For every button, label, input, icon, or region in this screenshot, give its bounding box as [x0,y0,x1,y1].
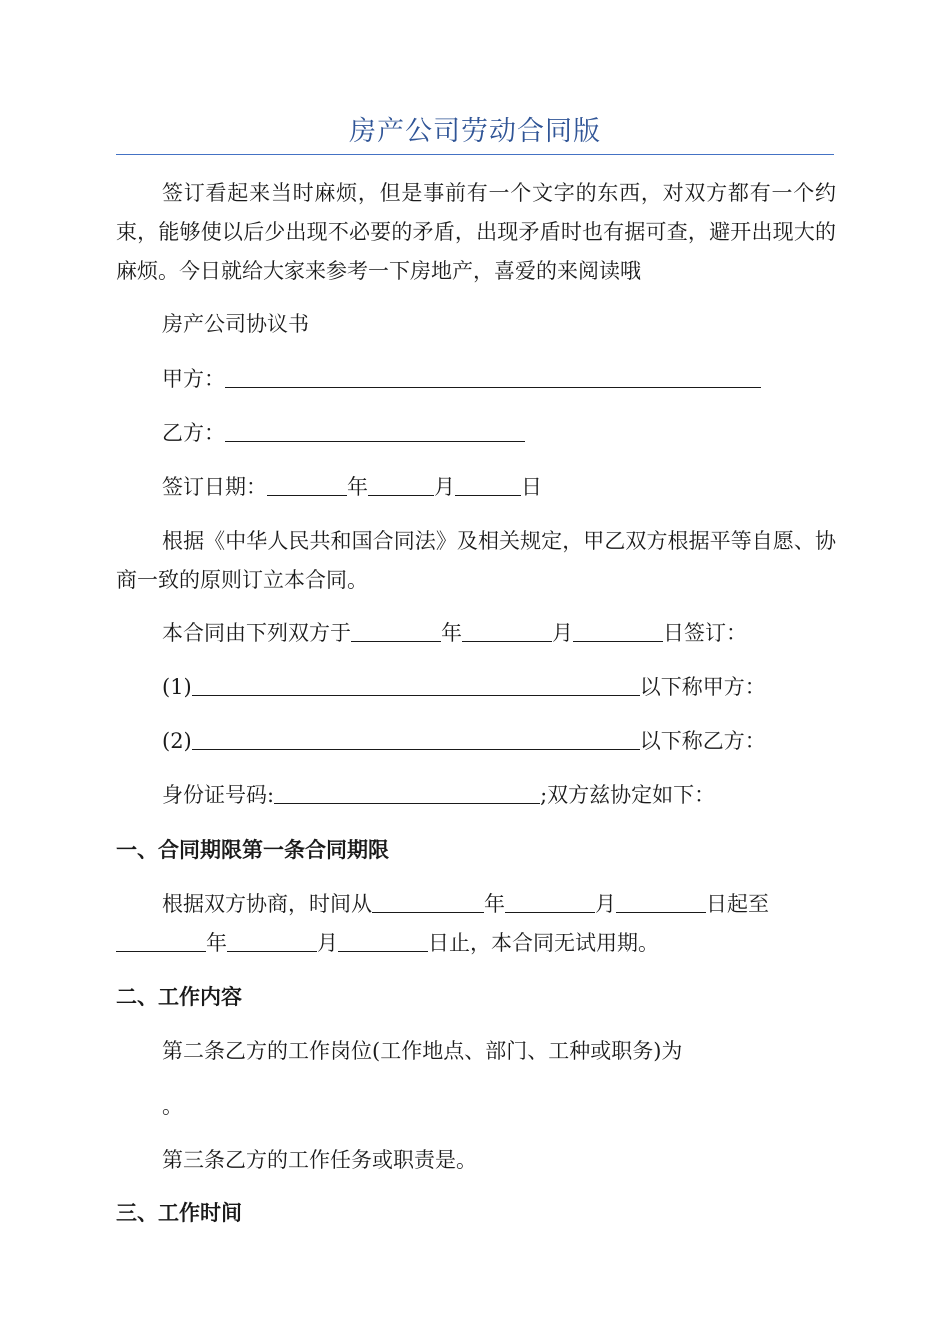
term-end-month-label: 月 [317,931,338,955]
party-b-label: 乙方： [162,421,225,445]
id-number-label: 身份证号码: [162,783,275,807]
article-2-text: 第二条乙方的工作岗位(工作地点、部门、工种或职务)为 [162,1039,683,1063]
signing-month-blank[interactable] [462,617,552,642]
signing-line [162,614,747,653]
signing-prefix: 本合同由下列双方于 [162,621,351,645]
term-start-year-label: 年 [484,892,505,916]
party-b-line [162,414,525,453]
signing-month-label: 月 [552,621,573,645]
sign-date-year-blank[interactable] [267,471,347,496]
term-start-suffix: 日起至 [706,892,769,916]
sign-date-day-label: 日 [521,475,542,499]
sign-date-month-blank[interactable] [368,471,434,496]
sign-date-line [162,468,542,507]
section-1-heading: 一、合同期限第一条合同期限 [116,838,389,862]
party-b-blank[interactable] [225,417,525,442]
term-line-1 [162,885,769,924]
agreement-title: 房产公司协议书 [162,312,309,336]
document-title: 房产公司劳动合同版 [349,116,601,147]
party2-blank[interactable] [192,725,640,750]
sign-date-month-label: 月 [434,475,455,499]
signing-suffix: 日签订： [663,621,747,645]
signing-day-blank[interactable] [573,617,663,642]
party2-suffix: 以下称乙方： [639,729,766,753]
party2-prefix: (2) [162,729,192,753]
article-3-text: 第三条乙方的工作任务或职责是。 [162,1148,477,1172]
term-end-day-blank[interactable] [338,927,428,952]
id-number-line [162,776,715,815]
article-2-period: 。 [162,1094,183,1118]
sign-date-label: 签订日期： [162,475,267,499]
term-end-year-label: 年 [206,931,227,955]
party1-line [162,668,766,707]
term-prefix: 根据双方协商，时间从 [162,892,372,916]
party1-suffix: 以下称甲方： [639,675,766,699]
term-end-year-blank[interactable] [116,927,206,952]
party-a-label: 甲方： [162,367,225,391]
title-underline [116,154,834,155]
term-start-month-blank[interactable] [505,888,595,913]
signing-year-label: 年 [441,621,462,645]
section-3-heading: 三、工作时间 [116,1201,242,1225]
term-start-month-label: 月 [595,892,616,916]
party-a-line [162,360,761,399]
term-end-suffix: 日止，本合同无试用期。 [428,931,659,955]
party-a-blank[interactable] [225,363,761,388]
term-start-day-blank[interactable] [616,888,706,913]
sign-date-day-blank[interactable] [455,471,521,496]
term-start-year-blank[interactable] [372,888,484,913]
id-number-suffix: ;双方兹协定如下： [540,783,716,807]
intro-paragraph: 签订看起来当时麻烦，但是事前有一个文字的东西，对双方都有一个约束，能够使以后少出现不必要的矛盾，出现矛盾时也有据可查，避开出现大的麻烦。今日就给大家来参考一下房地产，喜爱的来阅读哦 [116,181,836,283]
party1-prefix: (1) [162,675,192,699]
party2-line [162,722,766,761]
term-end-month-blank[interactable] [227,927,317,952]
basis-paragraph: 根据《中华人民共和国合同法》及相关规定，甲乙双方根据平等自愿、协商一致的原则订立本合同。 [116,529,836,592]
section-2-heading: 二、工作内容 [116,985,242,1009]
signing-year-blank[interactable] [351,617,441,642]
term-line-2 [116,924,659,963]
party1-blank[interactable] [192,671,640,696]
id-number-blank[interactable] [274,779,540,804]
sign-date-year-label: 年 [347,475,368,499]
